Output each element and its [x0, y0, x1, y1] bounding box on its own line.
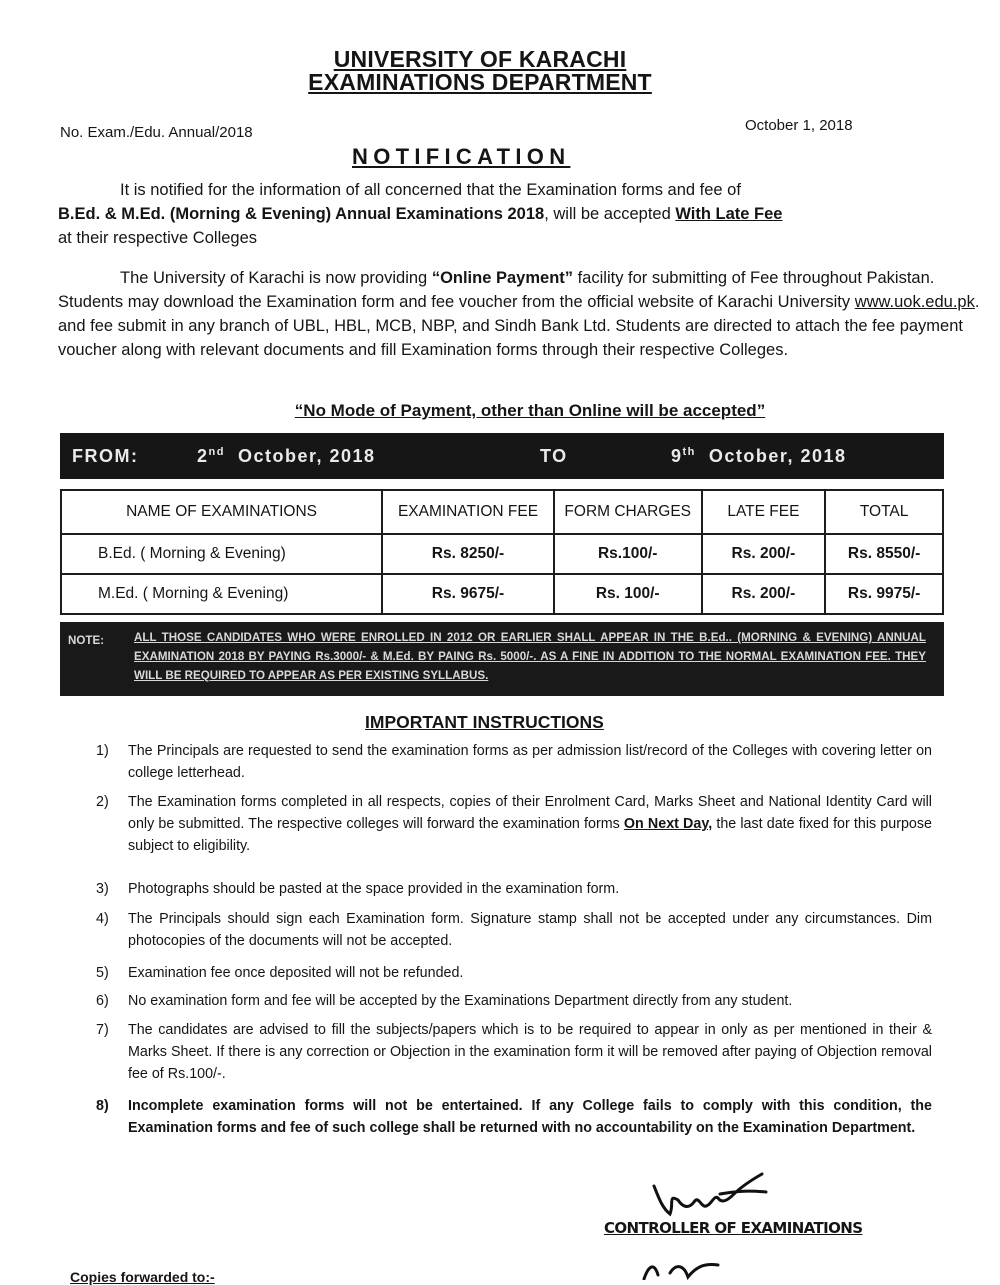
instruction-item: 7) The candidates are advised to fill the subjects/papers which is to be required to appear in only as per mentioned in their & Marks Sheet. If there is any correction or Objection in the examination form it will be removed after paying of Objection removal fee of Rs.100/-.: [96, 1022, 932, 1082]
total-cell: Rs. 8550/-: [825, 534, 943, 574]
website-link[interactable]: www.uok.edu.pk: [854, 293, 975, 311]
note-box: [60, 622, 944, 696]
next-day-emphasis: On Next Day,: [623, 816, 713, 832]
signature-icon: [648, 1164, 778, 1224]
payment-lead: The University of Karachi is now providing: [120, 269, 432, 287]
note-text: ALL THOSE CANDIDATES WHO WERE ENROLLED IN 2012 OR EARLIER SHALL APPEAR IN THE B.Ed.. (MORNING & EVENING) ANNUAL EXAMINATION 2018 BY PAYING Rs.3000/- & M.Ed. BY PAING Rs. 5000/-. AS A FINE IN ADDITION TO THE NORMAL EXAMINATION FEE. THEY WILL BE REQUIRED TO APPEAR AS PER EXISTING SYLLABUS.: [134, 631, 926, 682]
fee-table: [60, 489, 944, 615]
department-name: EXAMINATIONS DEPARTMENT: [308, 69, 652, 95]
second-signature-icon: [640, 1255, 760, 1280]
exam-name-cell: B.Ed. ( Morning & Evening): [61, 534, 382, 574]
instruction-item: 8) Incomplete examination forms will not be entertained. If any College fails to comply with this condition, the Examination forms and fee of such college shall be returned with no accountability on the Examination Department.: [96, 1098, 932, 1136]
online-payment-emphasis: “Online Payment”: [431, 269, 574, 287]
table-header-row: [61, 490, 943, 534]
payment-mode-notice: “No Mode of Payment, other than Online will be accepted”: [294, 401, 766, 420]
table-row: [61, 574, 943, 614]
late-fee-cell: Rs. 200/-: [702, 534, 826, 574]
from-label: FROM:: [72, 446, 139, 466]
instruction-item: 4) The Principals should sign each Examination form. Signature stamp shall not be accepted under any circumstances. Dim photocopies of the documents will not be accepted.: [96, 911, 932, 949]
intro-tail: at their respective Colleges: [58, 229, 258, 247]
exam-fee-cell: Rs. 9675/-: [382, 574, 554, 614]
payment-tail: . and fee submit in any branch of UBL, HBL, MCB, NBP, and Sindh Bank Ltd. Students are directed to attach the fee payment voucher along with relevant documents and fill Examination forms through their respective Colleges.: [58, 293, 980, 359]
form-charges-cell: Rs. 100/-: [554, 574, 702, 614]
notice-date: October 1, 2018: [745, 117, 853, 134]
copies-forwarded-label: Copies forwarded to:-: [70, 1269, 215, 1285]
late-fee-emphasis: With Late Fee: [675, 205, 783, 223]
table-header: EXAMINATION FEE: [382, 490, 554, 534]
table-header: NAME OF EXAMINATIONS: [61, 490, 382, 534]
date-range-banner: [60, 433, 944, 479]
intro-exam-name: B.Ed. & M.Ed. (Morning & Evening) Annual Examinations 2018: [58, 205, 545, 223]
instruction-item: 5) Examination fee once deposited will not be refunded.: [96, 965, 464, 981]
instruction-item: 6) No examination form and fee will be accepted by the Examinations Department directly from any student.: [96, 993, 793, 1009]
university-name: UNIVERSITY OF KARACHI: [333, 46, 627, 72]
table-header: TOTAL: [825, 490, 943, 534]
instruction-item: 2) The Examination forms completed in all respects, copies of their Enrolment Card, Marks Sheet and National Identity Card will only be submitted. The respective colleges will forward the examination forms On Next Day, the last date fixed for this purpose subject to eligibility.: [96, 794, 932, 854]
instruction-item: 1) The Principals are requested to send the examination forms as per admission list/record of the Colleges with covering letter on college letterhead.: [96, 743, 932, 781]
payment-mid: facility for submitting of Fee throughout Pakistan. Students may download the Examination form and fee voucher from the official website of Karachi University: [58, 269, 935, 311]
late-fee-cell: Rs. 200/-: [702, 574, 826, 614]
table-row: [61, 534, 943, 574]
intro-lead: It is notified for the information of all concerned that the Examination forms and fee of: [120, 181, 741, 199]
table-header: FORM CHARGES: [554, 490, 702, 534]
reference-number: No. Exam./Edu. Annual/2018: [60, 124, 253, 141]
exam-fee-cell: Rs. 8250/-: [382, 534, 554, 574]
exam-name-cell: M.Ed. ( Morning & Evening): [61, 574, 382, 614]
paragraph-online-payment: [58, 266, 983, 362]
total-cell: Rs. 9975/-: [825, 574, 943, 614]
note-label: NOTE:: [68, 634, 105, 647]
page-title: NOTIFICATION: [352, 144, 571, 169]
instructions-title: IMPORTANT INSTRUCTIONS: [365, 712, 604, 732]
to-date: 9th October, 2018: [671, 446, 847, 466]
table-header: LATE FEE: [702, 490, 826, 534]
form-charges-cell: Rs.100/-: [554, 534, 702, 574]
signatory-title: CONTROLLER OF EXAMINATIONS: [604, 1219, 863, 1237]
intro-mid: , will be accepted: [544, 205, 676, 223]
paragraph-intro: [58, 178, 983, 250]
to-label: TO: [540, 446, 568, 466]
from-date: 2nd October, 2018: [197, 446, 376, 466]
instruction-item: 3) Photographs should be pasted at the space provided in the examination form.: [96, 881, 620, 897]
